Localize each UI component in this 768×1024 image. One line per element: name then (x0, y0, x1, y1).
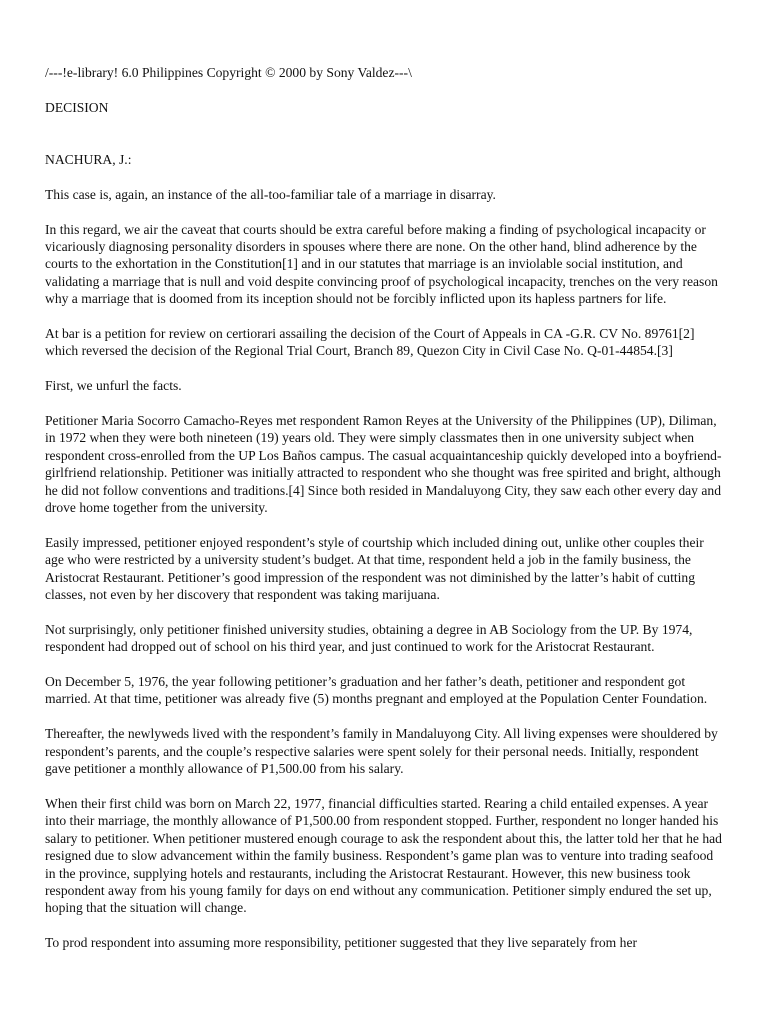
paragraph-7: Not surprisingly, only petitioner finished university studies, obtaining a degree in AB Sociology from the UP. By 1974, respondent had dropped out of school on his third year, and just continued to work for the Aristocrat Restaurant. (45, 621, 693, 655)
copyright-header: /---!e-library! 6.0 Philippines Copyright © 2000 by Sony Valdez---\ (45, 65, 412, 80)
paragraph-9: Thereafter, the newlyweds lived with the respondent’s family in Mandaluyong City. All living expenses were shouldered by respondent’s parents, and the couple’s respective salaries were spent solely for their personal needs. Initially, respondent gave petitioner a monthly allowance of P1,500.00 from his salary. (45, 726, 718, 777)
ponente-line: NACHURA, J.: (45, 152, 132, 167)
paragraph-5: Petitioner Maria Socorro Camacho-Reyes met respondent Ramon Reyes at the University of the Philippines (UP), Diliman, in 1972 when they were both nineteen (19) years old. They were simply classmates then in one university subject when respondent cross-enrolled from the UP Los Baños campus. The casual acquaintanceship quickly developed into a boyfriend-girlfriend relationship. Petitioner was initially attracted to respondent who she thought was free spirited and bright, although he did not follow conventions and traditions.[4] Since both resided in Mandaluyong City, they saw each other every day and drove home together from the university. (45, 413, 722, 516)
paragraph-1: This case is, again, an instance of the all-too-familiar tale of a marriage in disarray. (45, 186, 496, 202)
document-page (45, 64, 725, 969)
paragraph-10: When their first child was born on March 22, 1977, financial difficulties started. Rearing a child entailed expenses. A year into their marriage, the monthly allowance of P1,500.00 from respondent stopped. Further, respondent no longer handed his salary to petitioner. When petitioner mustered enough courage to ask the respondent about this, the latter told her that he had resigned due to slow advancement within the family business. Respondent’s game plan was to venture into trading seafood in the province, supplying hotels and restaurants, including the Aristocrat Restaurant. However, this new business took respondent away from his young family for days on end without any communication. Petitioner simply endured the set up, hoping that the situation will change. (45, 795, 722, 916)
paragraph-6: Easily impressed, petitioner enjoyed respondent’s style of courtship which included dining out, unlike other couples their age who were restricted by a university student’s budget. At that time, respondent held a job in the family business, the Aristocrat Restaurant. Petitioner’s good impression of the respondent was not diminished by the latter’s habit of cutting classes, not even by her discovery that respondent was taking marijuana. (45, 534, 704, 603)
paragraph-4: First, we unfurl the facts. (45, 378, 182, 394)
paragraph-8: On December 5, 1976, the year following petitioner’s graduation and her father’s death, petitioner and respondent got married. At that time, petitioner was already five (5) months pregnant and employed at the Population Center Foundation. (45, 674, 708, 707)
paragraph-11-partial: To prod respondent into assuming more responsibility, petitioner suggested that they live separately from her (45, 935, 638, 951)
paragraph-2: In this regard, we air the caveat that courts should be extra careful before making a finding of psychological incapacity or vicariously diagnosing personality disorders in spouses where there are none. On the other hand, blind adherence by the courts to the exhortation in the Constitution[1] and in our statutes that marriage is an inviolable social institution, and validating a marriage that is null and void despite convincing proof of psychological incapacity, trenches on the very reason why a marriage that is doomed from its inception should not be forcibly inflicted upon its hapless partners for life. (45, 221, 718, 307)
document-title: DECISION (45, 99, 109, 115)
paragraph-3: At bar is a petition for review on certiorari assailing the decision of the Court of Appeals in CA -G.R. CV No. 89761[2] which reversed the decision of the Regional Trial Court, Branch 89, Quezon City in Civil Case No. Q-01-44854.[3] (45, 326, 695, 359)
